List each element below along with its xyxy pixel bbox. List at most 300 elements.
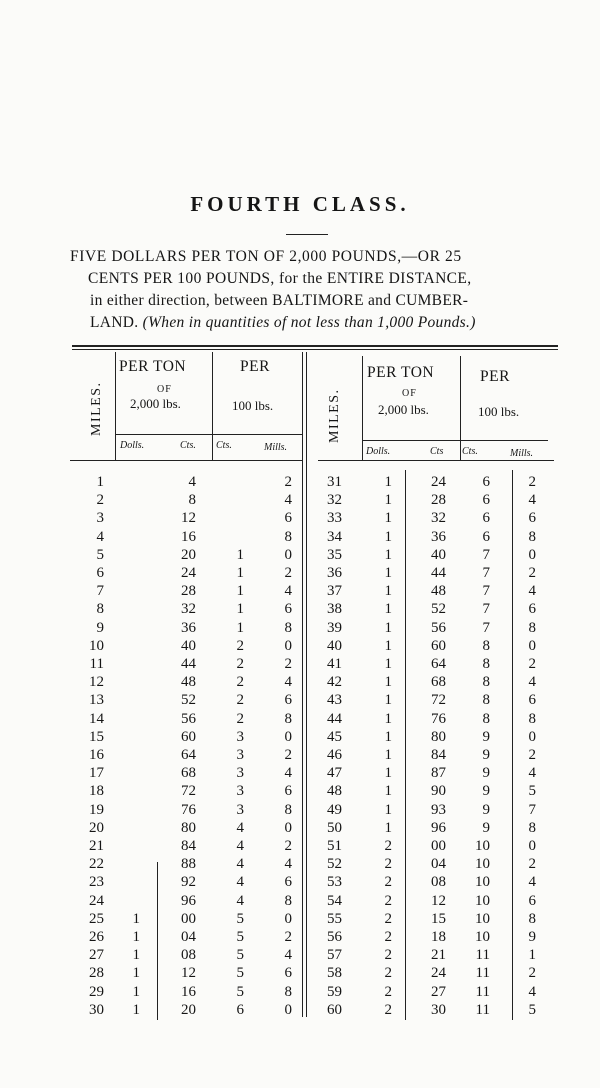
right-cents-per-100-cell: 9 [482, 801, 490, 818]
right-mills-per-100-cell: 5 [528, 1001, 536, 1018]
right-cents-per-ton-cell: 48 [431, 583, 446, 600]
right-dollars-cell: 1 [384, 783, 392, 800]
right-mills-per-100-cell: 4 [528, 492, 536, 509]
right-mills-per-100-cell: 8 [528, 619, 536, 636]
right-miles-cell: 46 [327, 747, 342, 763]
left-cents-per-100-cell: 1 [236, 601, 244, 618]
left-cents-per-100-cell: 4 [236, 819, 244, 836]
right-dollars-cell: 1 [384, 692, 392, 709]
right-miles-cell: 36 [327, 565, 342, 581]
of-label-left: OF [157, 384, 172, 395]
left-miles-cell: 29 [89, 983, 104, 1000]
right-miles-cell: 32 [327, 492, 342, 509]
left-miles-cell: 5 [96, 546, 104, 563]
left-cents-per-ton-cell: 88 [181, 856, 196, 873]
right-cents-per-ton-cell: 72 [431, 692, 446, 709]
right-dollars-cell: 1 [384, 710, 392, 727]
left-cents-per-ton-cell: 16 [181, 983, 196, 1000]
left-dollars-cell: 1 [132, 910, 140, 927]
left-dollars-cell: 1 [132, 929, 140, 945]
left-cents-per-ton-cell: 40 [181, 637, 196, 654]
right-cents-per-100-cell: 9 [482, 783, 490, 800]
left-cents-per-ton-cell: 84 [181, 838, 196, 854]
right-dollars-cell: 1 [384, 656, 392, 672]
right-miles-cell: 44 [327, 710, 342, 727]
left-cents-per-ton-cell: 56 [181, 710, 196, 727]
vrule-cents-left [157, 862, 158, 1020]
subheader-cts-right: Cts [430, 446, 444, 457]
intro-line-2: CENTS PER 100 POUNDS, for the ENTIRE DISTANCE, [88, 270, 472, 287]
per-header-right: PER [480, 368, 510, 385]
right-dollars-cell: 2 [384, 965, 392, 982]
table-top-rule-2 [72, 349, 558, 350]
right-cents-per-ton-cell: 21 [431, 947, 446, 964]
right-mills-per-100-cell: 4 [528, 983, 536, 1000]
left-miles-cell: 4 [96, 528, 104, 545]
left-cents-per-ton-cell: 20 [181, 546, 196, 563]
right-mills-per-100-cell: 6 [528, 601, 536, 618]
left-dollars-cell: 1 [132, 947, 140, 964]
left-mills-per-100-cell: 0 [284, 728, 292, 745]
hundred-lbs-left: 100 lbs. [232, 398, 274, 413]
left-mills-per-100-cell: 4 [284, 674, 292, 691]
left-cents-per-100-cell: 2 [236, 674, 244, 691]
right-cents-per-ton-cell: 36 [431, 528, 446, 545]
left-mills-per-100-cell: 6 [284, 601, 292, 618]
left-mills-per-100-cell: 8 [284, 983, 292, 1000]
vrule-center-1 [302, 352, 303, 1017]
left-cents-per-100-cell: 2 [236, 656, 244, 672]
right-mills-per-100-cell: 5 [528, 783, 536, 800]
right-dollars-cell: 1 [384, 583, 392, 600]
right-miles-cell: 41 [327, 656, 342, 672]
right-dollars-cell: 1 [384, 674, 392, 691]
right-cents-per-ton-cell: 32 [431, 510, 446, 527]
left-miles-cell: 7 [96, 583, 104, 600]
right-dollars-cell: 2 [384, 1001, 392, 1018]
right-dollars-cell: 2 [384, 874, 392, 891]
left-miles-cell: 30 [89, 1001, 104, 1018]
left-mills-per-100-cell: 6 [284, 510, 292, 527]
left-cents-per-100-cell: 3 [236, 783, 244, 800]
left-cents-per-ton-cell: 12 [181, 510, 196, 527]
right-cents-per-ton-cell: 04 [431, 856, 446, 873]
left-miles-cell: 9 [96, 619, 104, 636]
right-mills-per-100-cell: 2 [528, 656, 536, 672]
right-dollars-cell: 1 [384, 510, 392, 527]
hundred-lbs-right: 100 lbs. [478, 404, 520, 419]
left-cents-per-ton-cell: 8 [188, 492, 196, 509]
left-mills-per-100-cell: 0 [284, 910, 292, 927]
right-mills-per-100-cell: 0 [528, 728, 536, 745]
per-header-left: PER [240, 358, 270, 375]
left-cents-per-ton-cell: 04 [181, 929, 196, 945]
left-miles-cell: 10 [89, 637, 104, 654]
subheader-mills-right: Mills. [510, 448, 534, 459]
vrule-center-2 [306, 352, 307, 1017]
right-cents-per-100-cell: 11 [475, 965, 490, 982]
right-miles-cell: 54 [327, 892, 342, 909]
left-miles-cell: 15 [89, 728, 104, 745]
right-miles-cell: 59 [327, 983, 342, 1000]
right-cents-per-100-cell: 6 [482, 474, 490, 490]
subheader-dolls-left: Dolls. [120, 440, 145, 451]
right-dollars-cell: 1 [384, 546, 392, 563]
left-cents-per-100-cell: 1 [236, 565, 244, 581]
right-cents-per-ton-cell: 40 [431, 546, 446, 563]
left-mills-per-100-cell: 6 [284, 692, 292, 709]
right-cents-per-ton-cell: 15 [431, 910, 446, 927]
intro-line-3: in either direction, between BALTIMORE and CUMBER- [90, 292, 469, 309]
left-mills-per-100-cell: 6 [284, 965, 292, 982]
right-cents-per-ton-cell: 27 [431, 983, 446, 1000]
right-miles-cell: 57 [327, 947, 342, 964]
per-ton-header-right: PER TON [367, 364, 435, 381]
right-cents-per-100-cell: 7 [482, 565, 490, 581]
right-cents-per-100-cell: 9 [482, 728, 490, 745]
intro-line-4-start: LAND. [90, 314, 139, 331]
subheader-cts-left: Cts. [180, 440, 196, 451]
right-cents-per-100-cell: 7 [482, 546, 490, 563]
left-cents-per-100-cell: 3 [236, 801, 244, 818]
left-cents-per-ton-cell: 60 [181, 728, 196, 745]
subheader-rule-left [115, 434, 302, 435]
left-cents-per-100-cell: 4 [236, 856, 244, 873]
intro-line-1: FIVE DOLLARS PER TON OF 2,000 POUNDS,—OR 25 [70, 248, 462, 265]
left-miles-cell: 22 [89, 856, 104, 873]
ton-weight-left: 2,000 lbs. [130, 396, 181, 411]
left-cents-per-100-cell: 3 [236, 765, 244, 782]
right-cents-per-100-cell: 9 [482, 819, 490, 836]
right-cents-per-100-cell: 10 [475, 929, 490, 945]
right-mills-per-100-cell: 2 [528, 747, 536, 763]
right-cents-per-ton-cell: 12 [431, 892, 446, 909]
left-cents-per-ton-cell: 32 [181, 601, 196, 618]
right-miles-cell: 60 [327, 1001, 342, 1018]
right-miles-cell: 55 [327, 910, 342, 927]
page-title: FOURTH CLASS. [190, 192, 410, 216]
subheader-dolls-right: Dolls. [366, 446, 391, 457]
title-divider [286, 234, 328, 235]
right-mills-per-100-cell: 2 [528, 856, 536, 873]
right-cents-per-100-cell: 10 [475, 874, 490, 891]
right-cents-per-100-cell: 8 [482, 692, 490, 709]
right-mills-per-100-cell: 8 [528, 819, 536, 836]
right-cents-per-100-cell: 10 [475, 838, 490, 854]
left-cents-per-100-cell: 5 [236, 947, 244, 964]
left-cents-per-ton-cell: 68 [181, 765, 196, 782]
subheader-cts2-right: Cts. [462, 446, 478, 457]
right-mills-per-100-cell: 4 [528, 765, 536, 782]
vrule-mills-right [512, 470, 513, 1020]
table-top-rule [72, 345, 558, 347]
left-cents-per-ton-cell: 28 [181, 583, 196, 600]
left-cents-per-100-cell: 5 [236, 983, 244, 1000]
right-cents-per-100-cell: 11 [475, 947, 490, 964]
right-dollars-cell: 2 [384, 929, 392, 945]
ton-weight-right: 2,000 lbs. [378, 402, 429, 417]
intro-line-4 [70, 312, 560, 334]
left-miles-cell: 17 [89, 765, 104, 782]
subheader-mills-left: Mills. [264, 442, 288, 453]
right-mills-per-100-cell: 8 [528, 710, 536, 727]
of-label-right: OF [402, 388, 417, 399]
right-miles-cell: 52 [327, 856, 342, 873]
right-miles-cell: 49 [327, 801, 342, 818]
left-cents-per-ton-cell: 80 [181, 819, 196, 836]
left-cents-per-ton-cell: 12 [181, 965, 196, 982]
left-mills-per-100-cell: 0 [284, 819, 292, 836]
left-cents-per-100-cell: 1 [236, 619, 244, 636]
left-mills-per-100-cell: 4 [284, 947, 292, 964]
right-cents-per-ton-cell: 30 [431, 1001, 446, 1018]
left-cents-per-100-cell: 5 [236, 965, 244, 982]
right-mills-per-100-cell: 4 [528, 874, 536, 891]
right-cents-per-100-cell: 11 [475, 983, 490, 1000]
right-dollars-cell: 1 [384, 619, 392, 636]
right-cents-per-ton-cell: 52 [431, 601, 446, 618]
left-cents-per-ton-cell: 92 [181, 874, 196, 891]
left-dollars-cell: 1 [132, 983, 140, 1000]
header-bottom-rule-left [70, 460, 302, 461]
vrule-miles-right [362, 356, 363, 460]
left-miles-cell: 23 [89, 874, 104, 891]
right-cents-per-100-cell: 11 [475, 1001, 490, 1018]
vrule-perton-right [460, 356, 461, 460]
right-dollars-cell: 1 [384, 492, 392, 509]
left-miles-cell: 14 [89, 710, 104, 727]
right-cents-per-100-cell: 10 [475, 892, 490, 909]
subheader-cts2-left: Cts. [216, 440, 232, 451]
right-miles-cell: 51 [327, 838, 342, 854]
left-mills-per-100-cell: 2 [284, 474, 292, 490]
left-cents-per-ton-cell: 96 [181, 892, 196, 909]
right-cents-per-100-cell: 9 [482, 747, 490, 763]
subheader-rule-right [362, 440, 548, 441]
left-miles-cell: 12 [89, 674, 104, 691]
right-miles-cell: 38 [327, 601, 342, 618]
right-dollars-cell: 2 [384, 892, 392, 909]
right-cents-per-ton-cell: 56 [431, 619, 446, 636]
left-cents-per-ton-cell: 72 [181, 783, 196, 800]
right-miles-cell: 50 [327, 819, 342, 836]
right-miles-cell: 45 [327, 728, 342, 745]
left-miles-cell: 6 [96, 565, 104, 581]
right-dollars-cell: 2 [384, 983, 392, 1000]
left-mills-per-100-cell: 8 [284, 801, 292, 818]
left-mills-per-100-cell: 0 [284, 637, 292, 654]
right-mills-per-100-cell: 6 [528, 892, 536, 909]
left-cents-per-100-cell: 6 [236, 1001, 244, 1018]
vrule-cents-right [405, 470, 406, 1020]
right-cents-per-ton-cell: 84 [431, 747, 446, 763]
left-cents-per-ton-cell: 08 [181, 947, 196, 964]
right-cents-per-100-cell: 7 [482, 601, 490, 618]
left-miles-cell: 11 [89, 656, 104, 672]
right-miles-cell: 31 [327, 474, 342, 490]
left-mills-per-100-cell: 2 [284, 929, 292, 945]
rate-description [70, 246, 560, 334]
right-cents-per-100-cell: 8 [482, 710, 490, 727]
right-cents-per-ton-cell: 76 [431, 710, 446, 727]
left-mills-per-100-cell: 0 [284, 1001, 292, 1018]
right-miles-cell: 47 [327, 765, 342, 782]
left-miles-cell: 26 [89, 929, 104, 945]
right-cents-per-ton-cell: 80 [431, 728, 446, 745]
right-cents-per-100-cell: 6 [482, 492, 490, 509]
left-mills-per-100-cell: 8 [284, 892, 292, 909]
quantity-note: (When in quantities of not less than 1,000 Pounds.) [142, 314, 476, 331]
per-ton-header-left: PER TON [119, 358, 187, 375]
right-miles-cell: 39 [327, 619, 342, 636]
right-miles-cell: 40 [327, 637, 342, 654]
left-cents-per-100-cell: 3 [236, 728, 244, 745]
left-mills-per-100-cell: 4 [284, 765, 292, 782]
right-cents-per-100-cell: 9 [482, 765, 490, 782]
right-miles-cell: 34 [327, 528, 342, 545]
right-dollars-cell: 1 [384, 601, 392, 618]
right-cents-per-ton-cell: 90 [431, 783, 446, 800]
left-cents-per-ton-cell: 44 [181, 656, 196, 672]
left-mills-per-100-cell: 2 [284, 838, 292, 854]
right-miles-cell: 37 [327, 583, 342, 600]
left-cents-per-100-cell: 4 [236, 838, 244, 854]
right-mills-per-100-cell: 0 [528, 838, 536, 854]
left-cents-per-ton-cell: 4 [188, 474, 196, 490]
left-cents-per-100-cell: 2 [236, 710, 244, 727]
left-mills-per-100-cell: 6 [284, 874, 292, 891]
left-mills-per-100-cell: 8 [284, 528, 292, 545]
left-miles-cell: 13 [89, 692, 104, 709]
left-cents-per-100-cell: 5 [236, 929, 244, 945]
right-mills-per-100-cell: 0 [528, 546, 536, 563]
left-mills-per-100-cell: 0 [284, 546, 292, 563]
vrule-miles-left [115, 352, 116, 460]
left-cents-per-100-cell: 1 [236, 546, 244, 563]
right-mills-per-100-cell: 6 [528, 692, 536, 709]
right-cents-per-ton-cell: 68 [431, 674, 446, 691]
right-dollars-cell: 1 [384, 801, 392, 818]
right-cents-per-ton-cell: 87 [431, 765, 446, 782]
right-cents-per-100-cell: 6 [482, 528, 490, 545]
vrule-perton-left [212, 352, 213, 460]
right-miles-cell: 53 [327, 874, 342, 891]
right-dollars-cell: 1 [384, 637, 392, 654]
left-dollars-cell: 1 [132, 965, 140, 982]
left-mills-per-100-cell: 2 [284, 747, 292, 763]
right-dollars-cell: 1 [384, 819, 392, 836]
right-dollars-cell: 1 [384, 565, 392, 581]
right-mills-per-100-cell: 8 [528, 528, 536, 545]
right-miles-cell: 35 [327, 546, 342, 563]
right-mills-per-100-cell: 8 [528, 910, 536, 927]
left-miles-cell: 1 [96, 474, 104, 490]
left-miles-cell: 19 [89, 801, 104, 818]
right-dollars-cell: 1 [384, 474, 392, 490]
left-cents-per-ton-cell: 52 [181, 692, 196, 709]
right-miles-cell: 42 [327, 674, 342, 691]
left-cents-per-100-cell: 1 [236, 583, 244, 600]
left-mills-per-100-cell: 4 [284, 492, 292, 509]
right-dollars-cell: 2 [384, 838, 392, 854]
right-mills-per-100-cell: 0 [528, 637, 536, 654]
left-miles-cell: 16 [89, 747, 104, 763]
left-miles-cell: 24 [89, 892, 104, 909]
left-miles-cell: 8 [96, 601, 104, 618]
left-cents-per-ton-cell: 16 [181, 528, 196, 545]
left-miles-cell: 28 [89, 965, 104, 982]
left-miles-cell: 18 [89, 783, 104, 800]
right-cents-per-ton-cell: 24 [431, 965, 446, 982]
right-mills-per-100-cell: 2 [528, 474, 536, 490]
right-cents-per-ton-cell: 00 [431, 838, 446, 854]
header-bottom-rule-right [318, 460, 554, 461]
left-cents-per-100-cell: 5 [236, 910, 244, 927]
right-cents-per-ton-cell: 44 [431, 565, 446, 581]
right-cents-per-ton-cell: 18 [431, 929, 446, 945]
right-cents-per-ton-cell: 64 [431, 656, 446, 672]
left-miles-cell: 2 [96, 492, 104, 509]
right-mills-per-100-cell: 9 [528, 929, 536, 945]
left-dollars-cell: 1 [132, 1001, 140, 1018]
right-mills-per-100-cell: 2 [528, 565, 536, 581]
left-cents-per-ton-cell: 20 [181, 1001, 196, 1018]
left-miles-cell: 25 [89, 910, 104, 927]
right-miles-cell: 48 [327, 783, 342, 800]
miles-header-right: MILES. [327, 388, 342, 443]
right-dollars-cell: 1 [384, 747, 392, 763]
left-cents-per-ton-cell: 36 [181, 619, 196, 636]
right-miles-cell: 56 [327, 929, 342, 945]
right-cents-per-ton-cell: 08 [431, 874, 446, 891]
left-cents-per-100-cell: 3 [236, 747, 244, 763]
left-cents-per-ton-cell: 00 [181, 910, 196, 927]
left-miles-cell: 20 [89, 819, 104, 836]
right-cents-per-100-cell: 8 [482, 637, 490, 654]
right-dollars-cell: 2 [384, 856, 392, 873]
left-mills-per-100-cell: 6 [284, 783, 292, 800]
right-cents-per-100-cell: 7 [482, 583, 490, 600]
left-mills-per-100-cell: 4 [284, 583, 292, 600]
miles-header-left: MILES. [89, 381, 104, 436]
left-cents-per-100-cell: 2 [236, 692, 244, 709]
right-cents-per-ton-cell: 24 [431, 474, 446, 490]
left-cents-per-ton-cell: 24 [181, 565, 196, 581]
right-miles-cell: 33 [327, 510, 342, 527]
right-cents-per-100-cell: 8 [482, 656, 490, 672]
left-cents-per-ton-cell: 48 [181, 674, 196, 691]
left-mills-per-100-cell: 8 [284, 619, 292, 636]
right-cents-per-100-cell: 8 [482, 674, 490, 691]
right-cents-per-ton-cell: 60 [431, 637, 446, 654]
right-mills-per-100-cell: 7 [528, 801, 536, 818]
right-cents-per-100-cell: 10 [475, 910, 490, 927]
right-cents-per-ton-cell: 28 [431, 492, 446, 509]
right-cents-per-ton-cell: 96 [431, 819, 446, 836]
left-cents-per-ton-cell: 76 [181, 801, 196, 818]
right-cents-per-100-cell: 6 [482, 510, 490, 527]
right-miles-cell: 43 [327, 692, 342, 709]
left-cents-per-100-cell: 4 [236, 892, 244, 909]
left-mills-per-100-cell: 2 [284, 656, 292, 672]
left-mills-per-100-cell: 2 [284, 565, 292, 581]
right-mills-per-100-cell: 6 [528, 510, 536, 527]
right-dollars-cell: 1 [384, 528, 392, 545]
right-cents-per-100-cell: 7 [482, 619, 490, 636]
right-miles-cell: 58 [327, 965, 342, 982]
right-cents-per-100-cell: 10 [475, 856, 490, 873]
left-miles-cell: 3 [96, 510, 104, 527]
